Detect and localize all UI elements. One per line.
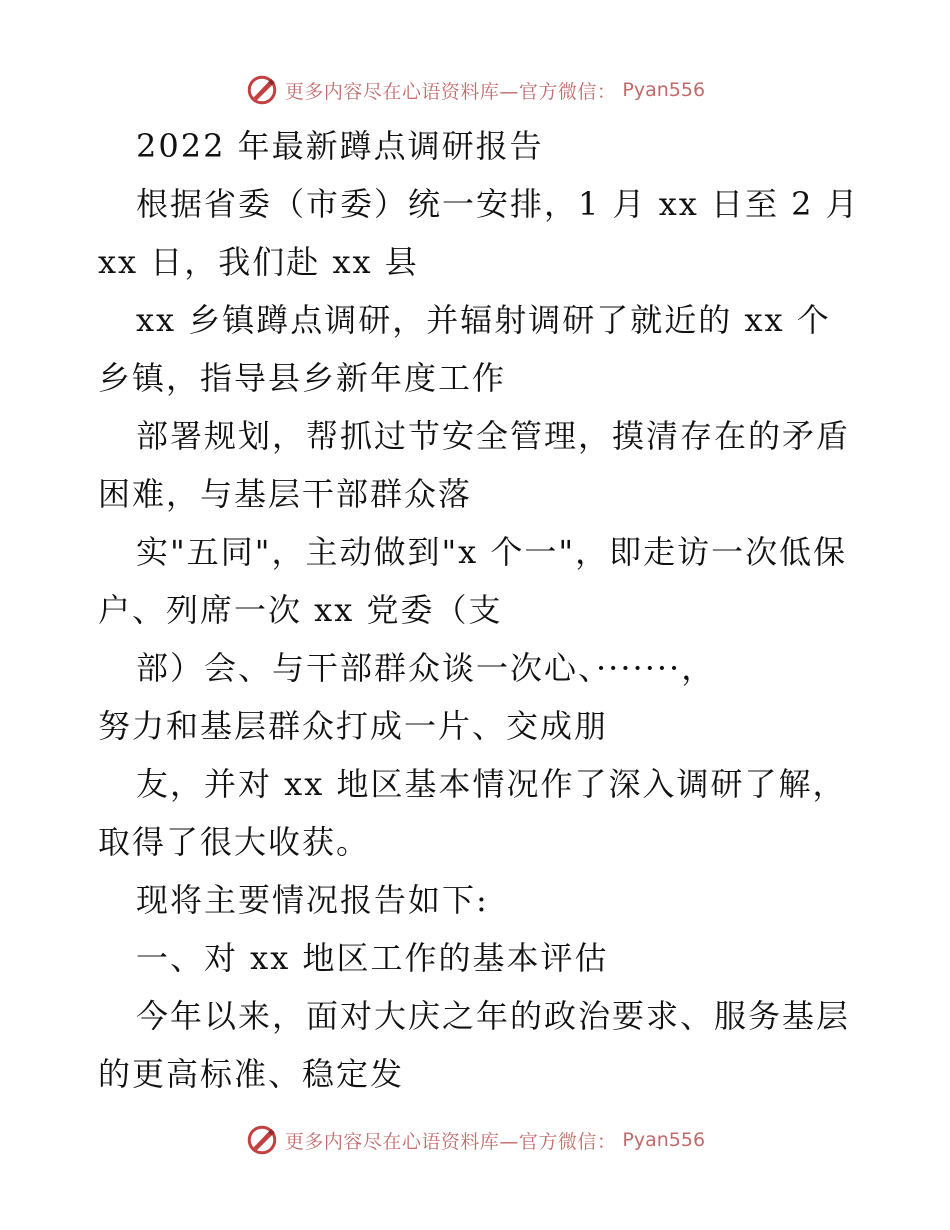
watermark-wechat-id: Pyan556 xyxy=(622,1129,706,1151)
paragraph-line: 今年以来，面对大庆之年的政治要求、服务基层 xyxy=(136,997,851,1035)
paragraph-line: 困难，与基层干部群众落 xyxy=(98,475,473,513)
paragraph-line: 根据省委（市委）统一安排，1 月 xx 日至 2 月 xyxy=(136,185,860,223)
watermark-text: 更多内容尽在心语资料库—官方微信： xyxy=(284,80,617,103)
paragraph-line: xx 乡镇蹲点调研，并辐射调研了就近的 xx 个 xyxy=(136,301,831,339)
paragraph-line: 实"五同"，主动做到"x 个一"，即走访一次低保 xyxy=(136,533,848,571)
watermark-wechat-id: Pyan556 xyxy=(622,79,706,101)
watermark-banner-bottom xyxy=(0,1120,950,1160)
paragraph-line: 户、列席一次 xx 党委（支 xyxy=(98,591,503,629)
paragraph-line: xx 日，我们赴 xx 县 xyxy=(98,243,419,281)
red-pen-circle-logo-icon xyxy=(245,1123,279,1157)
document-body xyxy=(98,117,858,1103)
paragraph-line: 部）会、与干部群众谈一次心、·······， xyxy=(136,649,716,687)
paragraph-line: 努力和基层群众打成一片、交成朋 xyxy=(98,707,609,745)
paragraph-line: 友，并对 xx 地区基本情况作了深入调研了解， xyxy=(136,765,847,803)
paragraph-line: 取得了很大收获。 xyxy=(98,823,371,861)
paragraph-line: 乡镇，指导县乡新年度工作 xyxy=(98,359,507,397)
paragraph-line: 的更高标准、稳定发 xyxy=(98,1055,405,1093)
red-pen-circle-logo-icon xyxy=(245,73,279,107)
watermark-text: 更多内容尽在心语资料库—官方微信： xyxy=(284,1130,617,1153)
section-heading: 一、对 xx 地区工作的基本评估 xyxy=(136,939,609,977)
paragraph-line: 现将主要情况报告如下: xyxy=(136,881,489,919)
document-title: 2022 年最新蹲点调研报告 xyxy=(136,127,544,165)
watermark-banner-top xyxy=(0,70,950,110)
paragraph-line: 部署规划，帮抓过节安全管理，摸清存在的矛盾 xyxy=(136,417,851,455)
